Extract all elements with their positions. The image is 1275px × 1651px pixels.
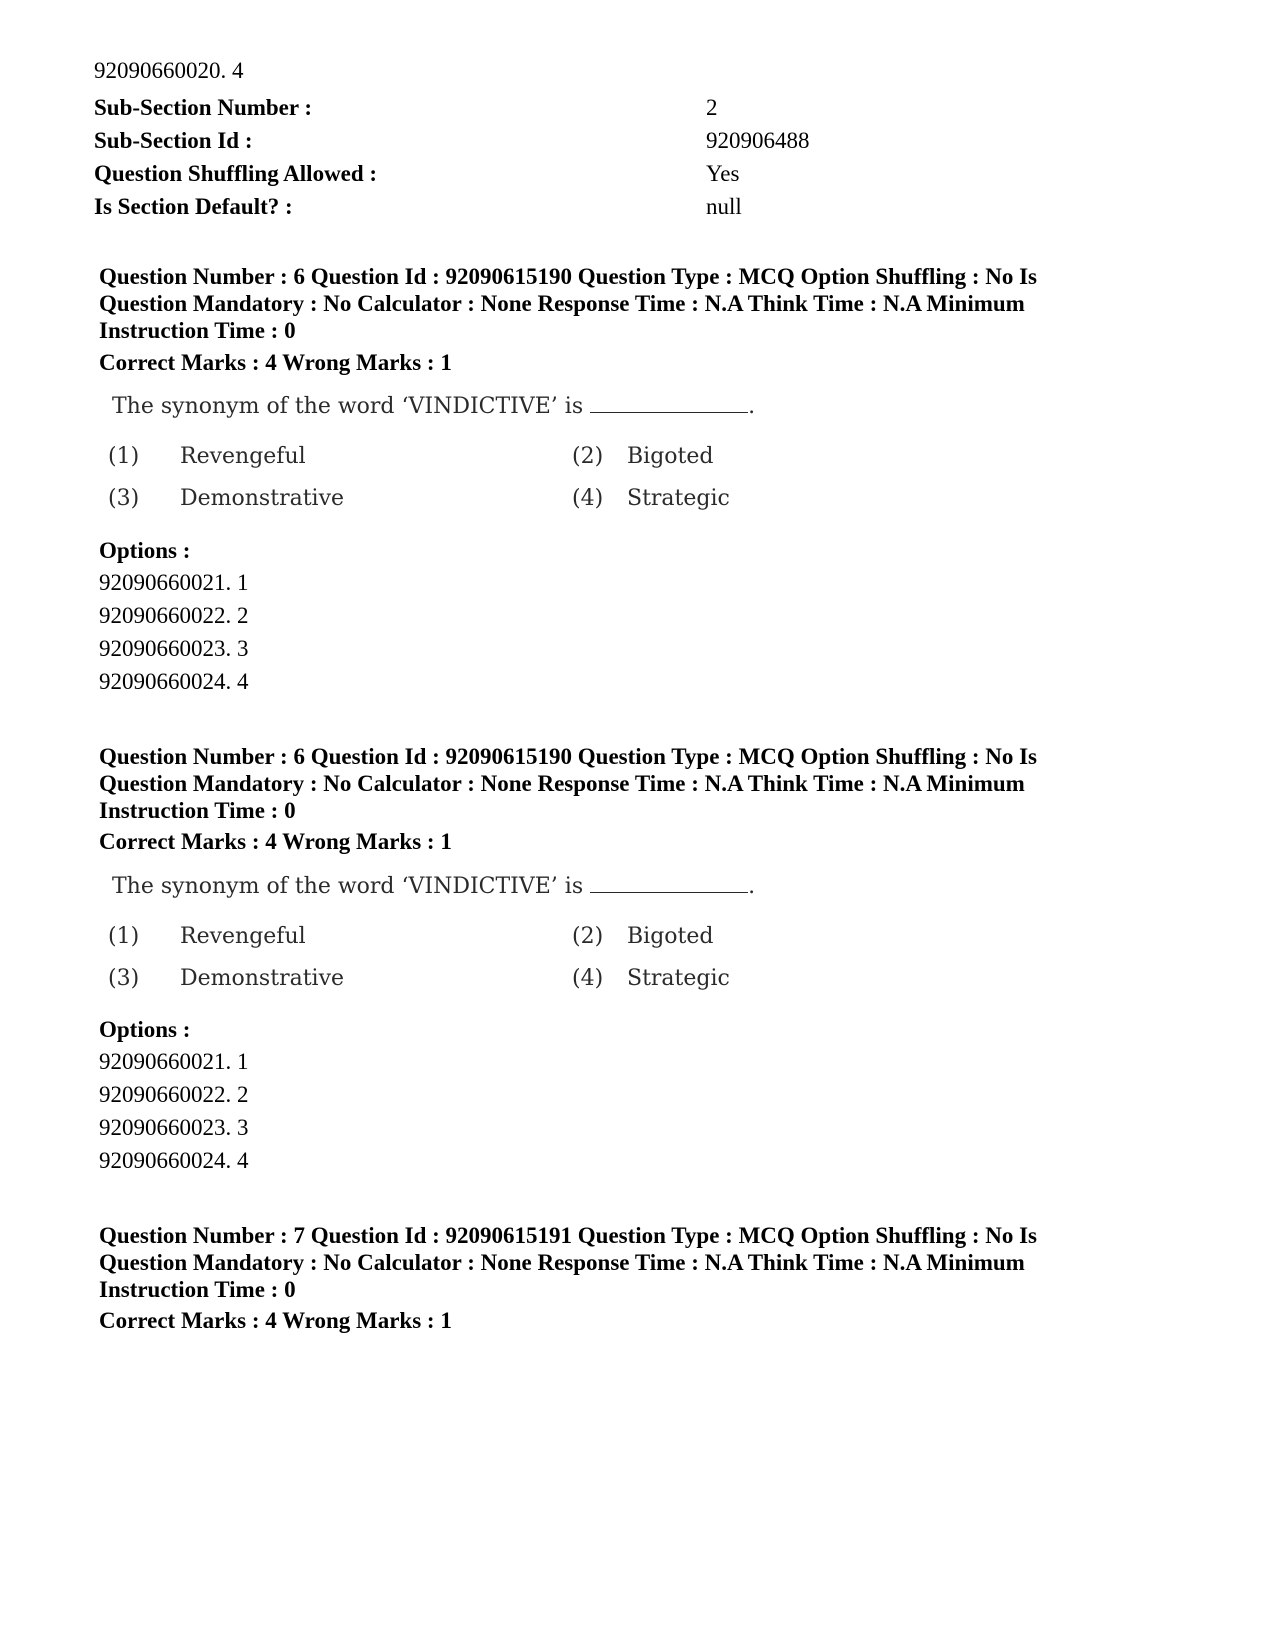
question-header-line: Instruction Time : 0 bbox=[99, 318, 296, 343]
choice-number: (4) bbox=[572, 966, 604, 991]
choice-text: Revengeful bbox=[180, 444, 306, 469]
option-line: 92090660022. 2 bbox=[99, 1082, 249, 1107]
choice-number: (2) bbox=[572, 444, 604, 469]
question-stem-text: The synonym of the word ‘VINDICTIVE’ is bbox=[112, 874, 584, 899]
option-line: 92090660024. 4 bbox=[99, 1148, 249, 1173]
option-line: 92090660021. 1 bbox=[99, 1049, 249, 1074]
question-header-line: Question Mandatory : No Calculator : None Response Time : N.A Think Time : N.A Minimum bbox=[99, 1250, 1025, 1275]
answer-blank bbox=[590, 874, 748, 893]
meta-label: Sub-Section Id : bbox=[94, 128, 253, 153]
choice-number: (3) bbox=[108, 966, 140, 991]
meta-value: 2 bbox=[706, 95, 718, 120]
choice-text: Demonstrative bbox=[180, 486, 345, 511]
previous-option-line: 92090660020. 4 bbox=[94, 58, 244, 83]
question-stem bbox=[112, 392, 755, 422]
question-header-line: Question Number : 7 Question Id : 92090615191 Question Type : MCQ Option Shuffling : No Is bbox=[99, 1223, 1038, 1248]
question-stem-end: . bbox=[748, 874, 756, 899]
meta-row-subsection-id bbox=[94, 125, 1094, 157]
choice-number: (1) bbox=[108, 924, 140, 949]
question-header-line: Question Mandatory : No Calculator : None Response Time : N.A Think Time : N.A Minimum bbox=[99, 291, 1025, 316]
question-image bbox=[105, 392, 805, 532]
question-marks: Correct Marks : 4 Wrong Marks : 1 bbox=[99, 350, 452, 375]
question-header-line: Question Number : 6 Question Id : 92090615190 Question Type : MCQ Option Shuffling : No Is bbox=[99, 264, 1038, 289]
question-header bbox=[99, 263, 1139, 344]
question-header-line: Instruction Time : 0 bbox=[99, 1277, 296, 1302]
question-header-line: Question Mandatory : No Calculator : None Response Time : N.A Think Time : N.A Minimum bbox=[99, 771, 1025, 796]
meta-row-question-shuffling bbox=[94, 158, 1094, 190]
choice-number: (1) bbox=[108, 444, 140, 469]
choice-number: (2) bbox=[572, 924, 604, 949]
question-image bbox=[105, 872, 805, 1012]
meta-row-section-default bbox=[94, 191, 1094, 223]
question-stem-end: . bbox=[748, 394, 756, 419]
question-marks: Correct Marks : 4 Wrong Marks : 1 bbox=[99, 829, 452, 854]
question-header bbox=[99, 1222, 1139, 1303]
choice-text: Demonstrative bbox=[180, 966, 345, 991]
question-stem bbox=[112, 872, 755, 902]
option-line: 92090660023. 3 bbox=[99, 1115, 249, 1140]
meta-value: null bbox=[706, 194, 742, 219]
meta-label: Is Section Default? : bbox=[94, 194, 293, 219]
meta-label: Sub-Section Number : bbox=[94, 95, 313, 120]
choice-text: Strategic bbox=[627, 486, 730, 511]
options-label: Options : bbox=[99, 1017, 191, 1042]
options-label: Options : bbox=[99, 538, 191, 563]
choice-number: (3) bbox=[108, 486, 140, 511]
meta-value: Yes bbox=[706, 161, 740, 186]
choice-text: Strategic bbox=[627, 966, 730, 991]
answer-blank bbox=[590, 394, 748, 413]
question-header-line: Instruction Time : 0 bbox=[99, 798, 296, 823]
choice-text: Bigoted bbox=[627, 924, 714, 949]
choice-text: Bigoted bbox=[627, 444, 714, 469]
option-line: 92090660023. 3 bbox=[99, 636, 249, 661]
choice-text: Revengeful bbox=[180, 924, 306, 949]
option-line: 92090660024. 4 bbox=[99, 669, 249, 694]
option-line: 92090660021. 1 bbox=[99, 570, 249, 595]
option-line: 92090660022. 2 bbox=[99, 603, 249, 628]
meta-label: Question Shuffling Allowed : bbox=[94, 161, 378, 186]
meta-value: 920906488 bbox=[706, 128, 810, 153]
question-stem-text: The synonym of the word ‘VINDICTIVE’ is bbox=[112, 394, 584, 419]
question-marks: Correct Marks : 4 Wrong Marks : 1 bbox=[99, 1308, 452, 1333]
choice-number: (4) bbox=[572, 486, 604, 511]
meta-row-subsection-number bbox=[94, 92, 1094, 124]
question-header bbox=[99, 743, 1139, 824]
question-header-line: Question Number : 6 Question Id : 92090615190 Question Type : MCQ Option Shuffling : No Is bbox=[99, 744, 1038, 769]
